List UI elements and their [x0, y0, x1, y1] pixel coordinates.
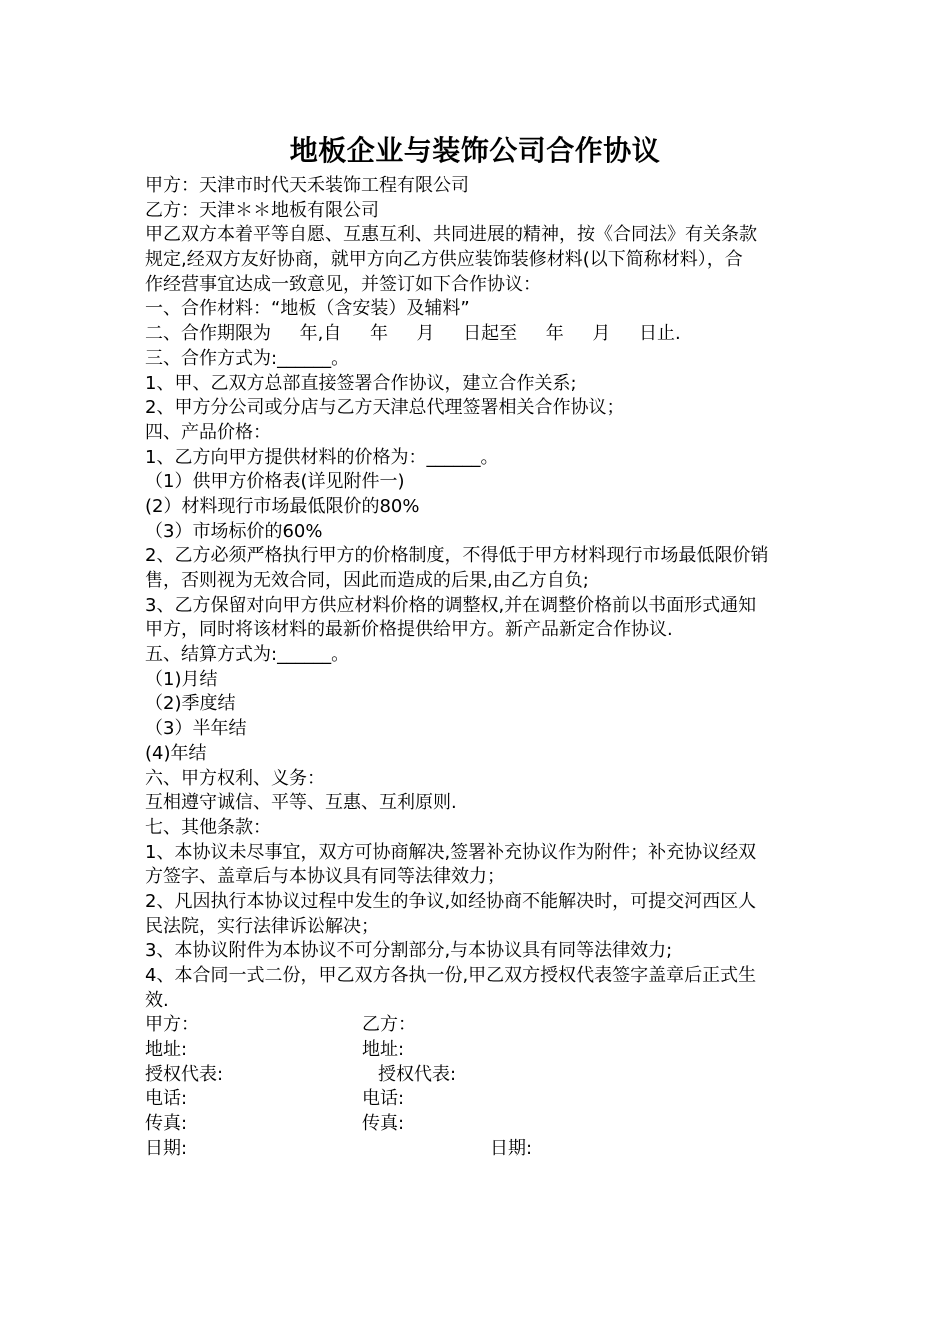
- clause-4-item-1: 1、乙方向甲方提供材料的价格为：______。: [145, 446, 499, 468]
- clause-6-heading: 六、甲方权利、义务：: [145, 767, 325, 789]
- party-b-date-label: 日期:: [490, 1137, 533, 1159]
- document-body: [145, 174, 810, 1162]
- clause-7-item-1-line-2: 方签字、盖章后与本协议具有同等法律效力；: [145, 866, 505, 888]
- clause-1-materials: 一、合作材料：“地板（含安装）及辅料”: [145, 298, 470, 320]
- signature-row-representative: [145, 1063, 810, 1088]
- party-a-signature-label: 甲方：: [145, 1014, 199, 1036]
- clause-5-heading: 五、结算方式为:______。: [145, 644, 350, 666]
- party-a-rep-label: 授权代表:: [145, 1063, 224, 1085]
- price-option-2: (2）材料现行市场最低限价的80%: [145, 495, 420, 517]
- settlement-option-4: (4)年结: [145, 742, 207, 764]
- signature-row-date: [145, 1137, 810, 1162]
- party-b-fax-label: 传真:: [362, 1113, 405, 1135]
- party-a-phone-label: 电话:: [145, 1088, 188, 1110]
- preamble-line-2: 规定,经双方友好协商，就甲方向乙方供应装饰装修材料(以下简称材料），合: [145, 249, 743, 271]
- price-option-1: （1）供甲方价格表(详见附件一): [145, 471, 405, 493]
- price-option-3: （3）市场标价的60%: [145, 520, 323, 542]
- clause-4-item-2-line-2: 售，否则视为无效合同，因此而造成的后果,由乙方自负;: [145, 570, 589, 591]
- signature-row-address: [145, 1038, 810, 1063]
- party-a-date-label: 日期:: [145, 1137, 188, 1159]
- clause-4-item-3-line-2: 甲方，同时将该材料的最新价格提供给甲方。新产品新定合作协议.: [145, 619, 673, 641]
- clause-7-item-4-line-2: 效.: [145, 989, 169, 1011]
- clause-3-item-2: 2、甲方分公司或分店与乙方天津总代理签署相关合作协议；: [145, 397, 625, 419]
- signature-row-fax: [145, 1112, 810, 1137]
- settlement-option-3: （3）半年结: [145, 718, 247, 740]
- clause-4-item-2-line-1: 2、乙方必须严格执行甲方的价格制度，不得低于甲方材料现行市场最低限价销: [145, 545, 769, 567]
- party-b-line: 乙方：天津＊＊地板有限公司: [145, 199, 379, 221]
- party-a-address-label: 地址:: [145, 1039, 188, 1061]
- clause-7-item-1-line-1: 1、本协议未尽事宜，双方可协商解决,签署补充协议作为附件；补充协议经双: [145, 841, 757, 863]
- settlement-option-2: （2)季度结: [145, 693, 236, 715]
- clause-7-heading: 七、其他条款：: [145, 816, 271, 838]
- party-a-line: 甲方：天津市时代天禾装饰工程有限公司: [145, 175, 469, 196]
- preamble-line-3: 作经营事宜达成一致意见，并签订如下合作协议：: [145, 273, 541, 295]
- party-a-fax-label: 传真:: [145, 1113, 188, 1135]
- preamble-line-1: 甲乙双方本着平等自愿、互惠互利、共同进展的精神，按《合同法》有关条款: [145, 224, 757, 246]
- clause-6-text: 互相遵守诚信、平等、互惠、互利原则.: [145, 792, 457, 814]
- clause-7-item-3: 3、本协议附件为本协议不可分割部分,与本协议具有同等法律效力;: [145, 940, 673, 962]
- settlement-option-1: （1)月结: [145, 668, 218, 690]
- clause-7-item-2-line-1: 2、凡因执行本协议过程中发生的争议,如经协商不能解决时，可提交河西区人: [145, 890, 757, 912]
- clause-3-heading: 三、合作方式为:______。: [145, 347, 350, 369]
- party-b-signature-label: 乙方：: [362, 1014, 416, 1036]
- signature-row-party: [145, 1013, 810, 1038]
- party-b-address-label: 地址:: [362, 1039, 405, 1061]
- party-b-phone-label: 电话:: [362, 1088, 405, 1110]
- party-b-rep-label: 授权代表:: [378, 1063, 457, 1085]
- signature-row-phone: [145, 1087, 810, 1112]
- clause-4-heading: 四、产品价格：: [145, 421, 271, 443]
- clause-2-term: 二、合作期限为 年,自 年 月 日起至 年 月 日止.: [145, 323, 681, 345]
- clause-7-item-2-line-2: 民法院，实行法律诉讼解决；: [145, 915, 379, 937]
- clause-3-item-1: 1、甲、乙双方总部直接签署合作协议，建立合作关系;: [145, 372, 577, 394]
- clause-4-item-3-line-1: 3、乙方保留对向甲方供应材料价格的调整权,并在调整价格前以书面形式通知: [145, 594, 757, 616]
- document-title: 地板企业与装饰公司合作协议: [289, 134, 661, 167]
- clause-7-item-4-line-1: 4、本合同一式二份，甲乙双方各执一份,甲乙双方授权代表签字盖章后正式生: [145, 965, 757, 986]
